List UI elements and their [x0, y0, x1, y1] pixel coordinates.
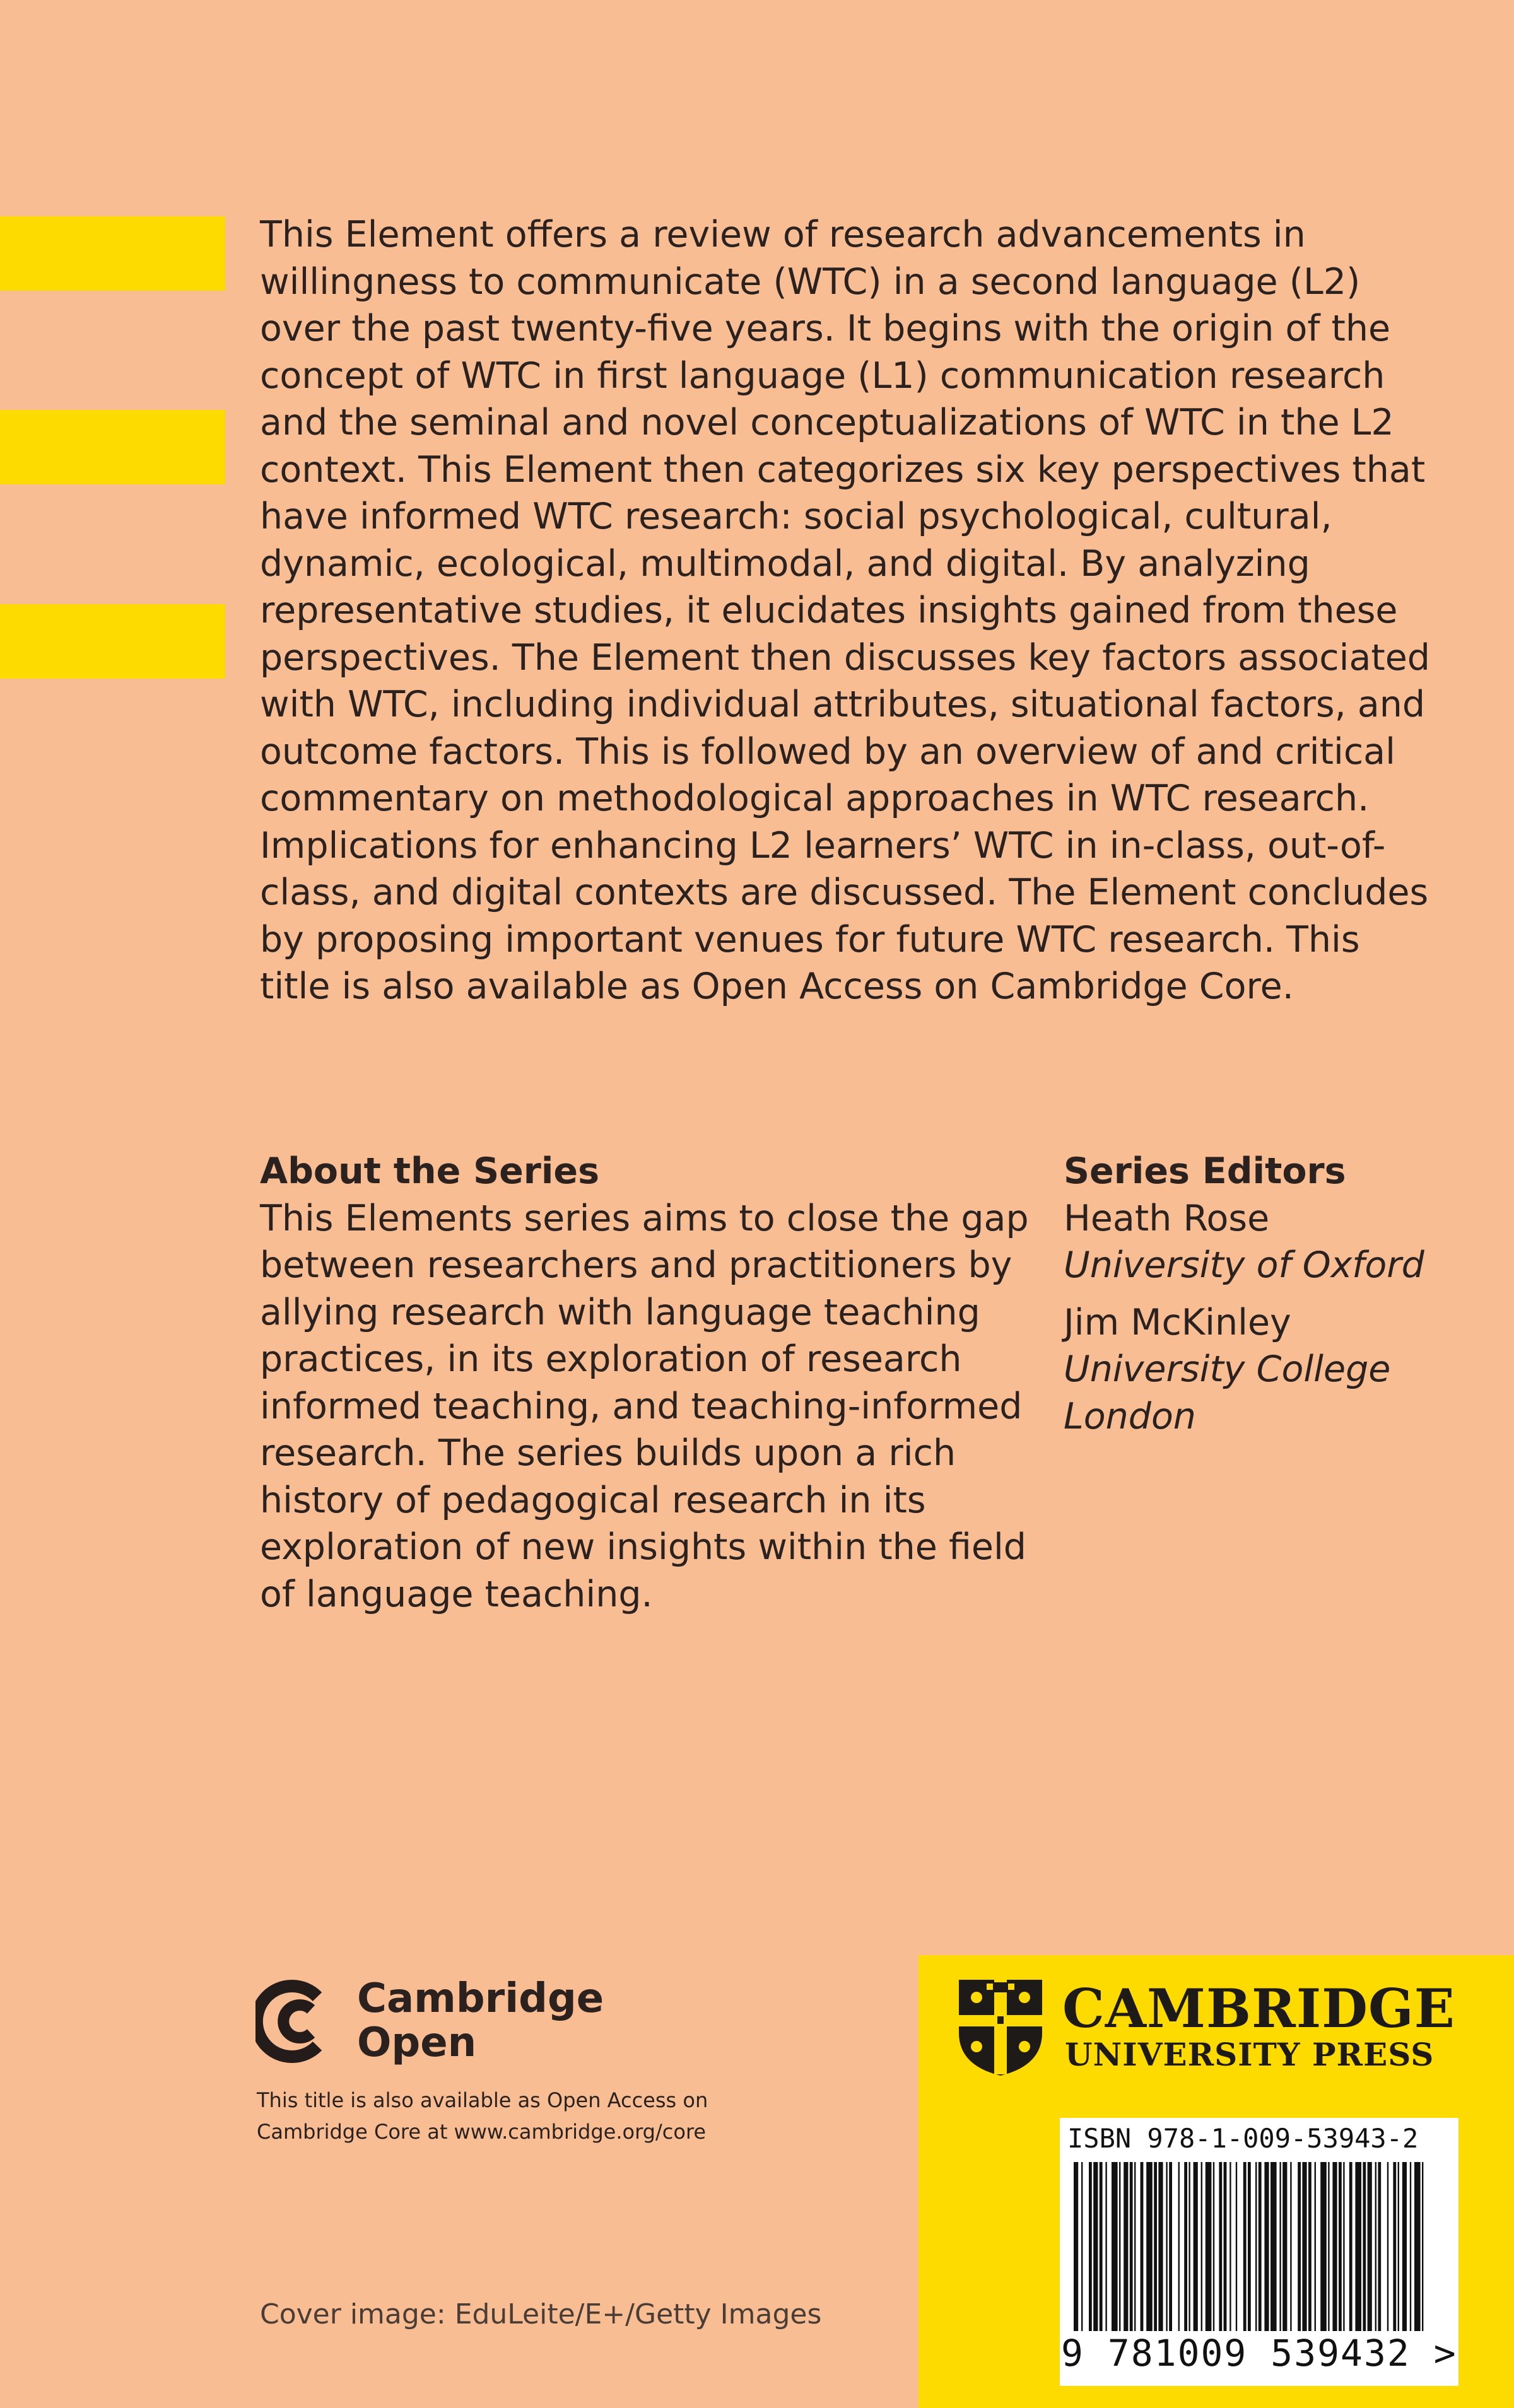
yellow-accent-bar-2 — [0, 410, 225, 484]
publisher-subtitle: UNIVERSITY PRESS — [1065, 2036, 1435, 2073]
barcode-panel — [1060, 2118, 1458, 2386]
series-editors — [1064, 1148, 1455, 1440]
editor-name: Jim McKinley — [1064, 1301, 1291, 1343]
isbn-label: ISBN 978-1-009-53943-2 — [1067, 2123, 1419, 2154]
publisher-block — [918, 1955, 1514, 2408]
editors-heading: Series Editors — [1064, 1150, 1346, 1192]
barcode-icon — [1074, 2162, 1427, 2331]
editor-entry — [1064, 1195, 1455, 1289]
barcode-digits: 9 781009 539432 > — [1061, 2332, 1457, 2375]
editor-name: Heath Rose — [1064, 1197, 1270, 1239]
cover-image-credit: Cover image: EduLeite/E+/Getty Images — [260, 2298, 822, 2330]
editor-entry — [1064, 1299, 1455, 1441]
yellow-accent-bar-3 — [0, 604, 225, 679]
book-blurb: This Element offers a review of research advancements in willingness to communicate (WTC) in a second language (L2) over the past twenty-five years. It begins with the origin of the concept of WTC in first language (L1) communication research and the seminal and novel conceptualizations of WTC in the L2 context. This Element then categorizes six key perspectives that have informed WTC research: social psychological, cultural, dynamic, ecological, multimodal, and digital. By analyzing representative studies, it elucidates insights gained from these perspectives. The Element then discusses key factors associated with WTC, including individual attributes, situational factors, and outcome factors. This is followed by an overview of and critical commentary on methodological approaches in WTC research. Implications for enhancing L2 learners’ WTC in in-class, out-of-class, and digital contexts are discussed. The Element concludes by proposing important venues for future WTC research. This title is also available as Open Access on Cambridge Core. — [260, 214, 1430, 1007]
cambridge-open-wordmark — [357, 1977, 604, 2065]
editor-affiliation: University of Oxford — [1064, 1244, 1424, 1286]
editor-affiliation: University College London — [1064, 1348, 1391, 1437]
open-access-note: This title is also available as Open Access on Cambridge Core at www.cambridge.org/core — [257, 2088, 708, 2144]
cambridge-shield-icon — [956, 1977, 1045, 2078]
publisher-name: CAMBRIDGE — [1062, 1977, 1455, 2040]
cambridge-open-line1: Cambridge — [357, 1975, 604, 2022]
cambridge-open-logo-icon — [255, 1974, 337, 2069]
about-text: This Elements series aims to close the gap between researchers and practitioners by allying research with language teaching practices, in its exploration of research informed teaching, and teaching-informed research. The series builds upon a rich history of pedagogical research in its exploration of new insights within the field of language teaching. — [260, 1197, 1029, 1615]
yellow-accent-bar-1 — [0, 216, 225, 291]
cambridge-open-line2: Open — [357, 2019, 477, 2066]
about-heading: About the Series — [260, 1150, 600, 1192]
about-the-series — [260, 1148, 1042, 1618]
